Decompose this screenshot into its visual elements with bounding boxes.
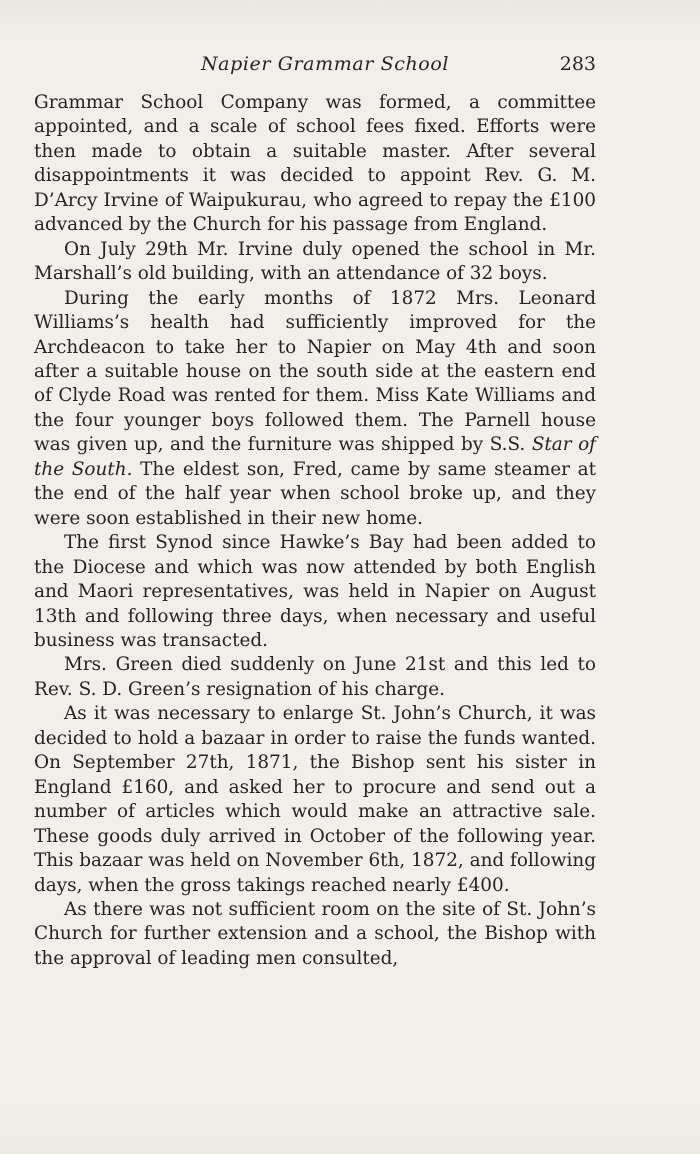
paragraph-3-text-after: The eldest son, Fred, came by same steamer at the end of the half year when school broke up, and they were soon established in their new home. <box>34 458 596 529</box>
paragraph-2: On July 29th Mr. Irvine duly opened the school in Mr. Marshall’s old building, with an attendance of 32 boys. <box>34 238 596 285</box>
paragraph-6: As it was necessary to enlarge St. John’s Church, it was decided to hold a bazaar in order to raise the funds wanted. On September 27th, 1871, the Bishop sent his sister in England £160, and asked her to procure and send out a number of articles which would make an attractive sale. These goods duly arrived in October of the following year. This bazaar was held on November 6th, 1872, and following days, when the gross takings reached nearly £400. <box>34 703 596 896</box>
paragraph-3 <box>34 287 596 532</box>
paragraph-5: Mrs. Green died suddenly on June 21st and this led to Rev. S. D. Green’s resignation of his charge. <box>34 654 596 700</box>
page-number: 283 <box>559 53 596 75</box>
paragraph-3-text-before: During the early months of 1872 Mrs. Leonard Williams’s health had sufficiently improved for the Archdeacon to take her to Napier on May 4th and soon after a suitable house on the south side at the eastern end of Clyde Road was rented for them. Miss Kate Williams and the four younger boys followed them. The Parnell house was given up, and the furniture was shipped by S.S. <box>34 287 596 456</box>
body-text <box>34 91 596 971</box>
ship-name: Star of the South. <box>34 434 596 480</box>
paragraph-7: As there was not sufficient room on the site of St. John’s Church for further extension and a school, the Bishop with the approval of leading men consulted, <box>34 898 596 969</box>
paragraph-4: The first Synod since Hawke’s Bay had been added to the Diocese and which was now attended by both English and Maori representatives, was held in Napier on August 13th and following three days, when necessary and useful business was transacted. <box>34 532 596 651</box>
running-title: Napier Grammar School <box>200 53 450 75</box>
running-head <box>34 52 596 76</box>
paragraph-1: Grammar School Company was formed, a committee appointed, and a scale of school fees fixed. Efforts were then made to obtain a suitable master. After several disappointments it was decided to appoint Rev. G. M. D’Arcy Irvine of Waipukurau, who agreed to repay the £100 advanced by the Church for his passage from England. <box>34 92 596 236</box>
